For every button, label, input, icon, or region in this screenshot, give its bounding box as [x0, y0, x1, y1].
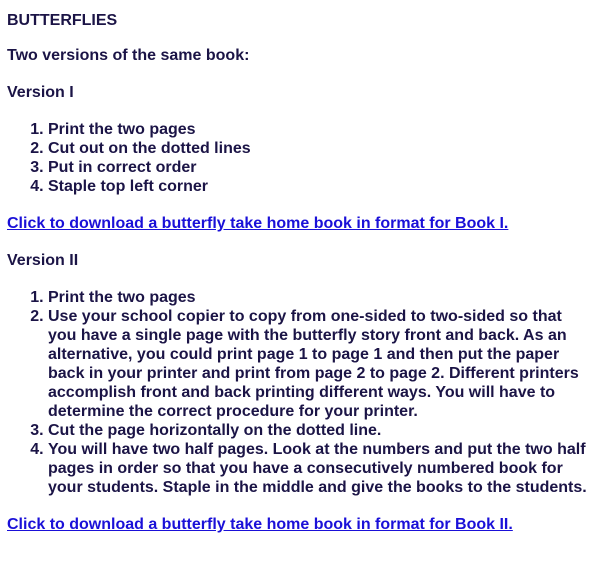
version-2-steps	[7, 288, 592, 497]
version-2-step: 4. You will have two half pages. Look at the numbers and put the two half pages in order so that you have a consecutively numbered book for your students. Staple in the middle and give the books to the students.	[48, 440, 592, 497]
version-2-step: 2. Use your school copier to copy from one-sided to two-sided so that you have a single page with the butterfly story front and back. As an alternative, you could print page 1 to page 1 and then put the paper back in your printer and print from page 2 to page 2. Different printers accomplish front and back printing different ways. You will have to determine the correct procedure for your printer.	[48, 307, 592, 421]
version-1-step: 1. Print the two pages	[48, 120, 592, 139]
version-2-step: 1. Print the two pages	[48, 288, 592, 307]
version-1-step: 4. Staple top left corner	[48, 177, 592, 196]
download-book-1-link[interactable]: Click to download a butterfly take home book in format for Book I.	[7, 215, 509, 232]
version-1-steps	[7, 120, 592, 196]
version-2-heading: Version II	[7, 252, 79, 269]
intro-text: Two versions of the same book:	[7, 47, 250, 64]
version-1-step: 2. Cut out on the dotted lines	[48, 139, 592, 158]
version-2-link-paragraph	[7, 515, 592, 534]
download-book-2-link[interactable]: Click to download a butterfly take home book in format for Book II.	[7, 516, 513, 533]
version-1-heading: Version I	[7, 84, 74, 101]
version-1-link-paragraph	[7, 214, 592, 233]
version-1-step: 3. Put in correct order	[48, 158, 592, 177]
page-title: BUTTERFLIES	[7, 12, 118, 29]
version-2-step: 3. Cut the page horizontally on the dotted line.	[48, 421, 592, 440]
